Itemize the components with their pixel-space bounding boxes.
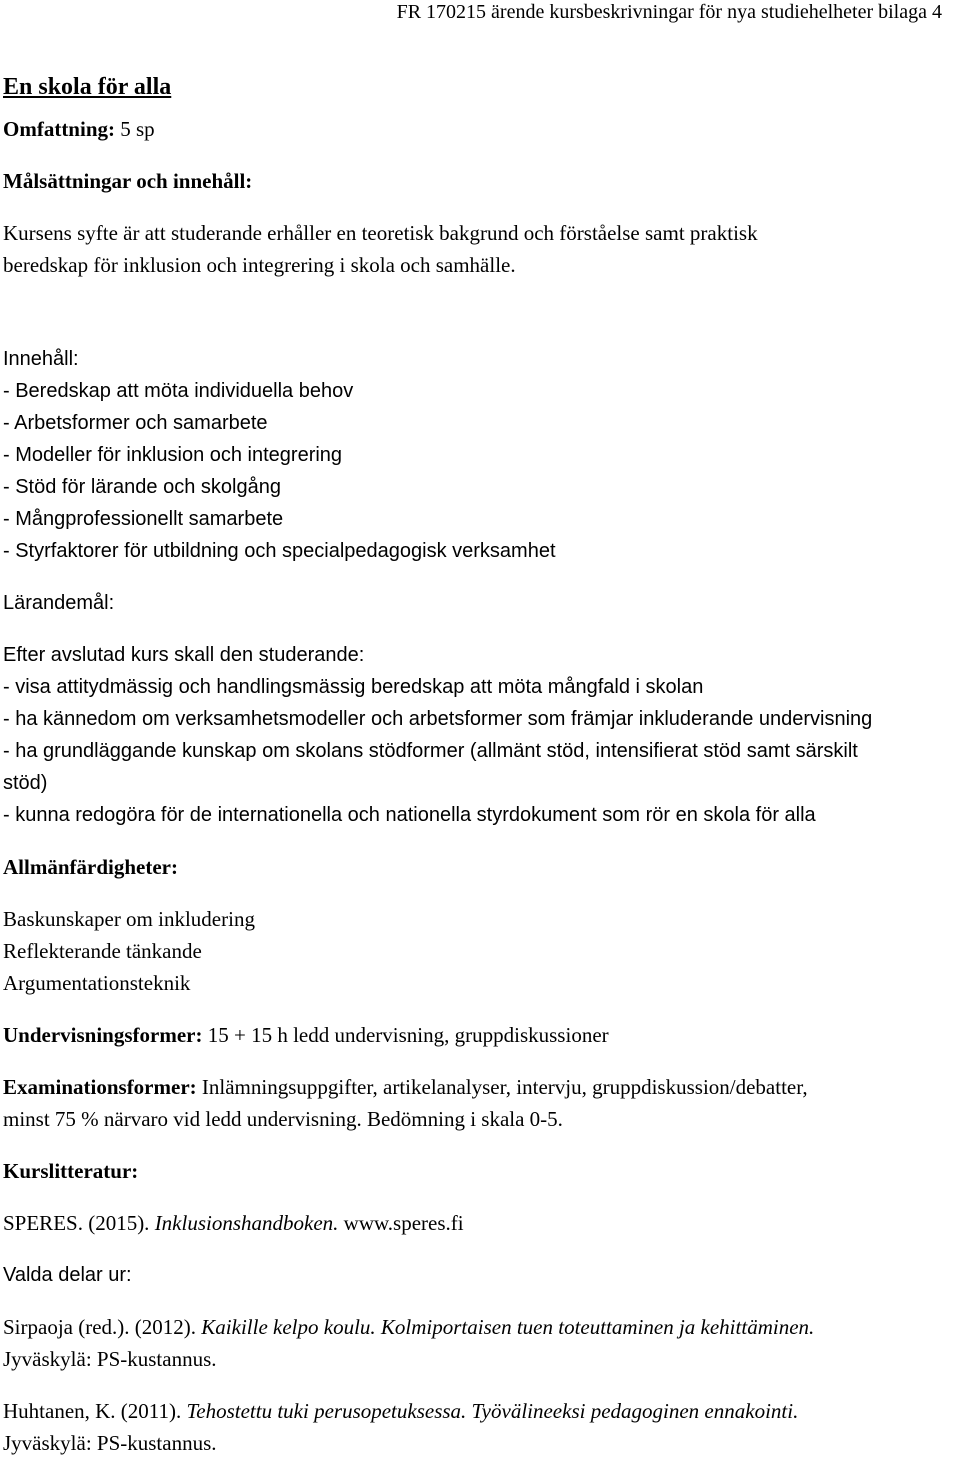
reference-publisher: Jyväskylä: PS-kustannus. [3,1347,217,1371]
course-description [3,71,958,1459]
reference-speres [3,1207,958,1239]
larandemal-item: - visa attitydmässig och handlingsmässig beredskap att möta mångfald i skolan [3,676,704,698]
innehall-item: - Mångprofessionellt samarbete [3,508,284,530]
malsattningar-line: beredskap för inklusion och integrering i skola och samhälle. [3,253,516,277]
larandemal-intro: Efter avslutad kurs skall den studerande: [3,644,365,666]
larandemal-item: - ha kännedom om verksamhetsmodeller och arbetsformer som främjar inkluderande undervisning [3,708,873,730]
examination-line: minst 75 % närvaro vid ledd undervisning. Bedömning i skala 0-5. [3,1107,563,1131]
undervisning-value: 15 + 15 h ledd undervisning, gruppdiskussioner [202,1023,609,1047]
reference-author: Sirpaoja (red.). (2012). [3,1315,202,1339]
innehall-item: - Stöd för lärande och skolgång [3,476,281,498]
innehall-heading: Innehåll: [3,348,79,370]
larandemal-item: stöd) [3,772,48,794]
examination-label: Examinationsformer: [3,1075,197,1099]
reference-author: Huhtanen, K. (2011). [3,1399,187,1423]
page-header: FR 170215 ärende kursbeskrivningar för nya studiehelheter bilaga 4 [396,1,942,23]
reference-huhtanen [3,1395,958,1427]
reference-sirpaoja [3,1311,958,1343]
malsattningar-heading: Målsättningar och innehåll: [3,169,253,193]
innehall-item: - Styrfaktorer för utbildning och specialpedagogisk verksamhet [3,540,556,562]
undervisning-label: Undervisningsformer: [3,1023,203,1047]
omfattning-value: 5 sp [115,117,155,141]
reference-url: www.speres.fi [338,1211,464,1235]
examinationsformer [3,1071,958,1103]
allman-item: Baskunskaper om inkludering [3,907,255,931]
allman-item: Argumentationsteknik [3,971,191,995]
allman-heading: Allmänfärdigheter: [3,855,178,879]
reference-title: Inklusionshandboken. [154,1211,339,1235]
larandemal-heading: Lärandemål: [3,592,115,614]
allman-item: Reflekterande tänkande [3,939,202,963]
innehall-item: - Arbetsformer och samarbete [3,412,268,434]
reference-title: Kaikille kelpo koulu. Kolmiportaisen tuen toteuttaminen ja kehittäminen. [201,1315,815,1339]
reference-author: SPERES. (2015). [3,1211,155,1235]
innehall-item: - Modeller för inklusion och integrering [3,444,343,466]
reference-publisher: Jyväskylä: PS-kustannus. [3,1431,217,1455]
omfattning [3,113,958,145]
larandemal-item: - ha grundläggande kunskap om skolans stödformer (allmänt stöd, intensifierat stöd samt särskilt [3,740,858,762]
examination-value: Inlämningsuppgifter, artikelanalyser, intervju, gruppdiskussion/debatter, [196,1075,808,1099]
kurslitteratur-heading: Kurslitteratur: [3,1159,139,1183]
course-title: En skola för alla [3,74,172,100]
malsattningar-line: Kursens syfte är att studerande erhåller en teoretisk bakgrund och förståelse samt praktisk [3,221,758,245]
valda-delar: Valda delar ur: [3,1264,132,1286]
omfattning-label: Omfattning: [3,117,115,141]
reference-title: Tehostettu tuki perusopetuksessa. Työvälineeksi pedagoginen ennakointi. [186,1399,799,1423]
larandemal-item: - kunna redogöra för de internationella och nationella styrdokument som rör en skola för alla [3,804,816,826]
innehall-item: - Beredskap att möta individuella behov [3,380,354,402]
undervisningsformer [3,1019,958,1051]
